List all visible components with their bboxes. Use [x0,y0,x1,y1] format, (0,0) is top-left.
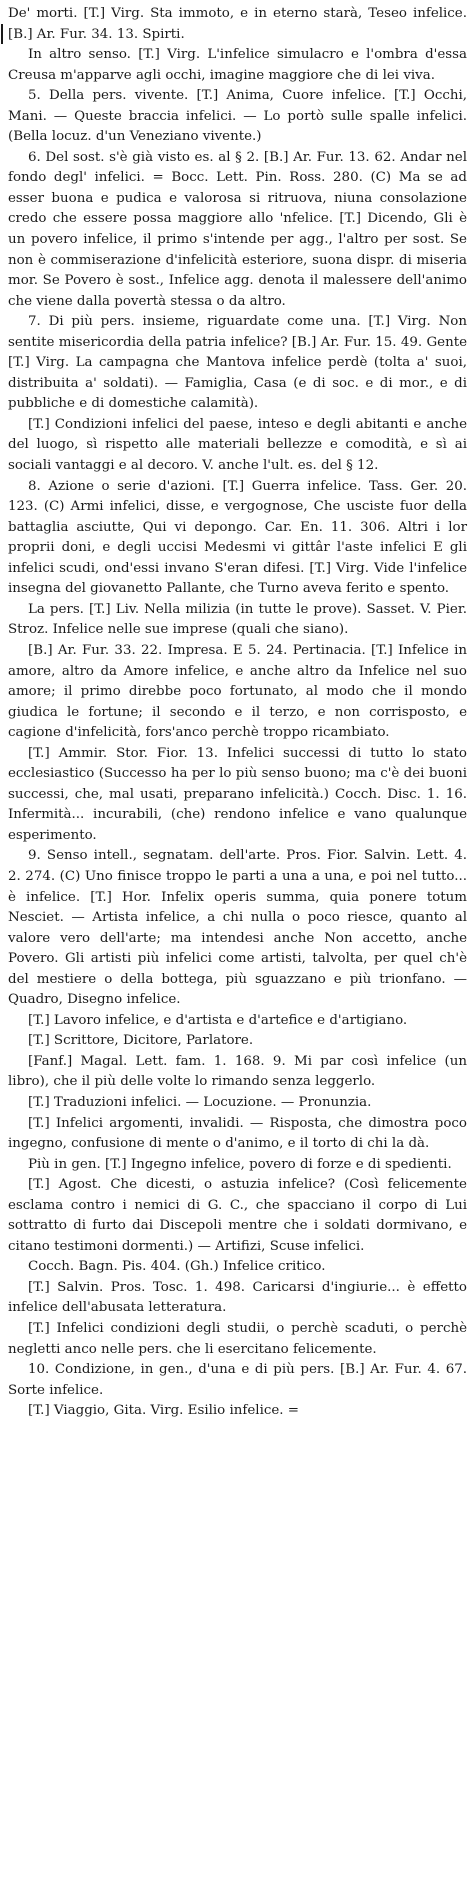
entry-paragraph: Cocch. Bagn. Pis. 404. (Gh.) Infelice critico. [28,1259,326,1275]
entry-paragraph: [T.] Infelici condizioni degli studii, o perchè scaduti, o perchè negletti anco nelle pers. che li esercitano felicemente. [8,1321,467,1357]
entry-paragraph: 5. Della pers. vivente. [T.] Anima, Cuore infelice. [T.] Occhi, Mani. — Queste braccia infelici. — Lo portò sulle spalle infelici. (Bella locuz. d'un Veneziano vivente.) [8,88,467,145]
entry-paragraph: [T.] Ammir. Stor. Fior. 13. Infelici successi di tutto lo stato ecclesiastico (Successo ha per lo più senso buono; ma c'è dei buoni successi, che, mal usati, preparano infelicità.) Cocch. Disc. 1. 16. Infermità... incurabili, (che) rendono infelice e vano qualunque esperimento. [8,745,467,843]
entry-paragraph: [Fanf.] Magal. Lett. fam. 1. 168. 9. Mi par così infelice (un libro), che il più delle volte lo rimando senza leggerlo. [8,1053,467,1090]
entry-paragraph: [T.] Viaggio, Gita. Virg. Esilio infelice. = [28,1403,300,1419]
entry-paragraph: [T.] Agost. Che dicesti, o astuzia infelice? (Così felicemente esclama contro i nemici di G. C., che spacciano il corpo di Lui sottratto di furto dai Discepoli mentre che i soldati dormivano, e citano testimoni dormenti.) — Artifizi, Scuse infelici. [8,1177,467,1254]
entry-paragraph: 10. Condizione, in gen., d'una e di più pers. [B.] Ar. Fur. 4. 67. Sorte infelice. [8,1362,467,1398]
entry-paragraph: [T.] Salvin. Pros. Tosc. 1. 498. Caricarsi d'ingiurie... è effetto infelice dell'abusata letteratura. [8,1279,467,1316]
entry-paragraph: 7. Di più pers. insieme, riguardate come una. [T.] Virg. Non sentite misericordia della patria infelice? [B.] Ar. Fur. 15. 49. Gente [T.] Virg. La campagna che Mantova infelice perdè (tolta a' suoi, distribuita a' soldati). — Famiglia, Casa (e di soc. e di mor., e di pubbliche e di domestiche calamità). [8,314,467,412]
entry-paragraph: 6. Del sost. s'è già visto es. al § 2. [B.] Ar. Fur. 13. 62. Andar nel fondo degl' infelici. = Bocc. Lett. Pin. Ross. 280. (C) Ma se ad esser buona e pudica e valorosa si ritruova, niuna consolazione credo che essere possa maggiore allo 'nfelice. [T.] Dicendo, Gli è un povero infelice, il primo s'intende per agg., l'altro per sost. Se non è commiserazione d'infelicità esteriore, suona dispr. di miseria mor. Se Povero è sost., Infelice agg. denota il malessere dell'animo che viene dalla povertà stessa o da altro. [8,149,467,309]
entry-paragraph: [T.] Infelici argomenti, invalidi. — Risposta, che dimostra poco ingegno, confusione di mente o d'animo, e il torto di chi la dà. [8,1115,467,1152]
entry-paragraph: [T.] Scrittore, Dicitore, Parlatore. [28,1033,254,1049]
entry-paragraph: In altro senso. [T.] Virg. L'infelice simulacro e l'ombra d'essa Creusa m'apparve agli occhi, imagine maggiore che di lei viva. [8,47,467,83]
entry-paragraph: [B.] Ar. Fur. 33. 22. Impresa. E 5. 24. Pertinacia. [T.] Infelice in amore, altro da Amore infelice, e anche altro da Infelice nel suo amore; il primo direbbe poco fortunato, al modo che il mondo giudica le fortune; il secondo e il terzo, e non corrisposto, e cagione d'infelicità, fors'anco perchè troppo ricambiato. [8,642,467,741]
entry-paragraph: La pers. [T.] Liv. Nella milizia (in tutte le prove). Sasset. V. Pier. Stroz. Infelice nelle sue imprese (quali che siano). [8,601,467,638]
margin-bracket-mark [1,24,3,44]
entry-paragraph: Più in gen. [T.] Ingegno infelice, povero di forze e di spedienti. [28,1156,452,1172]
entry-paragraph: 8. Azione o serie d'azioni. [T.] Guerra infelice. Tass. Ger. 20. 123. (C) Armi infelici, disse, e vergognose, Che usciste fuor della battaglia asciutte, Qui vi depongo. Car. En. 11. 306. Altri i lor proprii doni, e degli uccisi Medesmi vi gittâr l'aste infelici E gli infelici scudi, ond'essi invano S'eran difesi. [T.] Virg. Vide l'infelice insegna del giovanetto Pallante, che Turno aveva ferito e spento. [8,478,467,597]
entry-paragraph: De' morti. [T.] Virg. Sta immoto, e in eterno starà, Teseo infelice. [B.] Ar. Fur. 34. 13. Spirti. [8,6,467,42]
entry-paragraph: 9. Senso intell., segnatam. dell'arte. Pros. Fior. Salvin. Lett. 4. 2. 274. (C) Uno finisce troppo le parti a una a una, e poi nel tutto... è infelice. [T.] Hor. Infelix operis summa, quia ponere totum Nesciet. — Artista infelice, a chi nulla o poco riesce, quanto al valore vero dell'arte; ma intendesi anche Non accetto, anche Povero. Gli artisti più infelici come artisti, talvolta, per quel ch'è del mestiere o della bottega, più sguazzano e più trionfano. — Quadro, Disegno infelice. [8,848,467,1008]
entry-paragraph: [T.] Lavoro infelice, e d'artista e d'artefice e d'artigiano. [28,1012,408,1028]
entry-paragraph: [T.] Traduzioni infelici. — Locuzione. — Pronunzia. [28,1094,372,1110]
entry-paragraph: [T.] Condizioni infelici del paese, inteso e degli abitanti e anche del luogo, sì rispetto alle materiali bellezze e comodità, e sì ai sociali vantaggi e al decoro. V. anche l'ult. es. del § 12. [8,416,467,474]
